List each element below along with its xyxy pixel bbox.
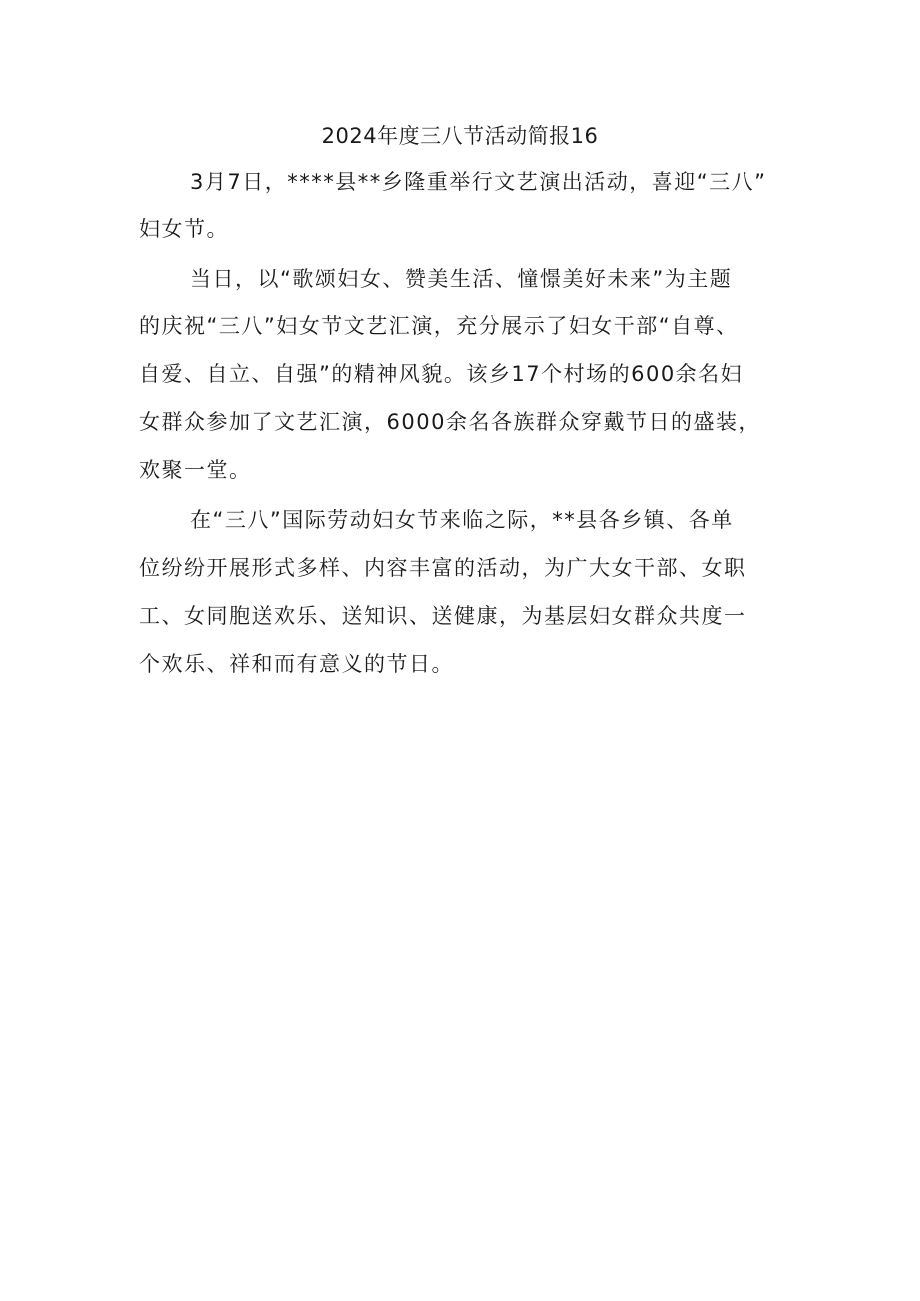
paragraph-3-line-2: 位纷纷开展形式多样、内容丰富的活动，为广大女干部、女职 <box>139 556 747 580</box>
paragraph-1-line-2: 妇女节。 <box>139 217 229 241</box>
paragraph-1-line-1: 3月7日，****县**乡隆重举行文艺演出活动，喜迎“三八” <box>190 170 767 194</box>
paragraph-2-line-2: 的庆祝“三八”妇女节文艺汇演，充分展示了妇女干部“自尊、 <box>139 314 739 338</box>
paragraph-3-line-3: 工、女同胞送欢乐、送知识、送健康，为基层妇女群众共度一 <box>139 604 747 628</box>
document-title: 2024年度三八节活动简报16 <box>321 124 599 148</box>
paragraph-2-line-3: 自爱、自立、自强”的精神风貌。该乡17个村场的600余名妇 <box>139 362 744 386</box>
paragraph-3-line-4: 个欢乐、祥和而有意义的节日。 <box>139 652 454 676</box>
paragraph-3-line-1: 在“三八”国际劳动妇女节来临之际，**县各乡镇、各单 <box>190 508 734 532</box>
paragraph-2-line-1: 当日，以“歌颂妇女、赞美生活、憧憬美好未来”为主题 <box>190 267 733 291</box>
paragraph-2-line-4: 女群众参加了文艺汇演，6000余名各族群众穿戴节日的盛装， <box>139 410 761 434</box>
paragraph-2-line-5: 欢聚一堂。 <box>139 458 252 482</box>
